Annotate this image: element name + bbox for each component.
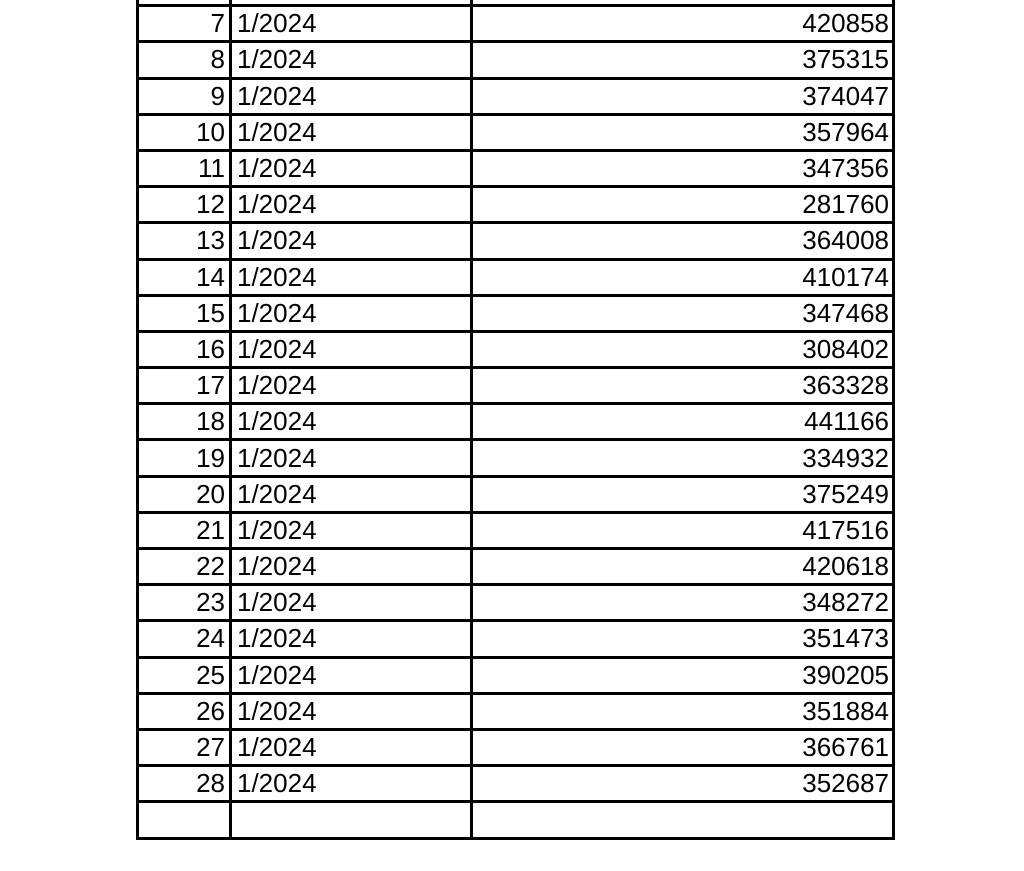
value-cell[interactable]: 364008 [472,223,894,259]
month-cell[interactable]: 1/2024 [231,331,472,367]
value-cell[interactable]: 366761 [472,729,894,765]
month-cell[interactable]: 1/2024 [231,657,472,693]
day-cell[interactable]: 8 [138,42,231,78]
table-row [138,621,894,657]
day-cell[interactable]: 14 [138,259,231,295]
day-cell[interactable]: 27 [138,729,231,765]
value-cell[interactable]: 441166 [472,404,894,440]
table-row [138,440,894,476]
month-cell[interactable]: 1/2024 [231,404,472,440]
month-cell[interactable]: 1/2024 [231,150,472,186]
month-cell[interactable]: 1/2024 [231,440,472,476]
month-cell[interactable]: 1/2024 [231,114,472,150]
month-cell[interactable]: 1/2024 [231,78,472,114]
table-row [138,78,894,114]
month-cell[interactable]: 1/2024 [231,223,472,259]
table-row [138,331,894,367]
day-cell[interactable]: 9 [138,78,231,114]
day-cell[interactable]: 25 [138,657,231,693]
month-cell[interactable]: 1/2024 [231,42,472,78]
day-cell[interactable]: 18 [138,404,231,440]
day-cell[interactable]: 17 [138,368,231,404]
table-row [138,42,894,78]
day-cell[interactable]: 23 [138,585,231,621]
day-cell[interactable] [138,802,231,838]
month-cell[interactable]: 1/2024 [231,6,472,42]
value-cell[interactable]: 347468 [472,295,894,331]
day-cell[interactable]: 28 [138,766,231,802]
day-cell[interactable]: 13 [138,223,231,259]
day-cell[interactable]: 12 [138,187,231,223]
value-cell[interactable]: 420618 [472,549,894,585]
value-cell[interactable]: 357964 [472,114,894,150]
value-cell[interactable]: 417516 [472,512,894,548]
day-cell[interactable]: 10 [138,114,231,150]
value-cell[interactable] [472,802,894,838]
month-cell[interactable]: 1/2024 [231,693,472,729]
day-cell[interactable]: 7 [138,6,231,42]
data-table [136,0,895,840]
value-cell[interactable]: 281760 [472,187,894,223]
value-cell[interactable]: 375249 [472,476,894,512]
day-cell[interactable]: 19 [138,440,231,476]
table-row [138,6,894,42]
month-cell[interactable]: 1/2024 [231,187,472,223]
table-row [138,295,894,331]
month-cell[interactable]: 1/2024 [231,549,472,585]
table-row [138,114,894,150]
table-row [138,766,894,802]
table-row [138,404,894,440]
value-cell[interactable]: 308402 [472,331,894,367]
value-cell[interactable]: 375315 [472,42,894,78]
table-row [138,802,894,838]
month-cell[interactable]: 1/2024 [231,512,472,548]
day-cell[interactable]: 15 [138,295,231,331]
table-row [138,476,894,512]
value-cell[interactable]: 351473 [472,621,894,657]
value-cell[interactable]: 420858 [472,6,894,42]
day-cell[interactable]: 11 [138,150,231,186]
value-cell[interactable]: 347356 [472,150,894,186]
value-cell[interactable]: 410174 [472,259,894,295]
table-row [138,729,894,765]
value-cell[interactable]: 348272 [472,585,894,621]
value-cell[interactable]: 363328 [472,368,894,404]
value-cell[interactable]: 352687 [472,766,894,802]
day-cell[interactable]: 20 [138,476,231,512]
value-cell[interactable]: 334932 [472,440,894,476]
table-row [138,657,894,693]
month-cell[interactable]: 1/2024 [231,729,472,765]
value-cell[interactable]: 351884 [472,693,894,729]
month-cell[interactable]: 1/2024 [231,295,472,331]
table-row [138,187,894,223]
day-cell[interactable]: 22 [138,549,231,585]
table-row [138,549,894,585]
day-cell[interactable]: 16 [138,331,231,367]
table-row [138,585,894,621]
month-cell[interactable]: 1/2024 [231,368,472,404]
table-row [138,512,894,548]
table-row [138,693,894,729]
table-row [138,150,894,186]
spreadsheet-table-region [136,0,892,840]
day-cell[interactable]: 24 [138,621,231,657]
value-cell[interactable]: 390205 [472,657,894,693]
month-cell[interactable]: 1/2024 [231,476,472,512]
day-cell[interactable]: 26 [138,693,231,729]
table-row [138,223,894,259]
table-body [138,0,894,838]
value-cell[interactable]: 374047 [472,78,894,114]
table-row [138,259,894,295]
table-row [138,368,894,404]
month-cell[interactable]: 1/2024 [231,259,472,295]
month-cell[interactable]: 1/2024 [231,766,472,802]
month-cell[interactable]: 1/2024 [231,621,472,657]
month-cell[interactable] [231,802,472,838]
day-cell[interactable]: 21 [138,512,231,548]
month-cell[interactable]: 1/2024 [231,585,472,621]
